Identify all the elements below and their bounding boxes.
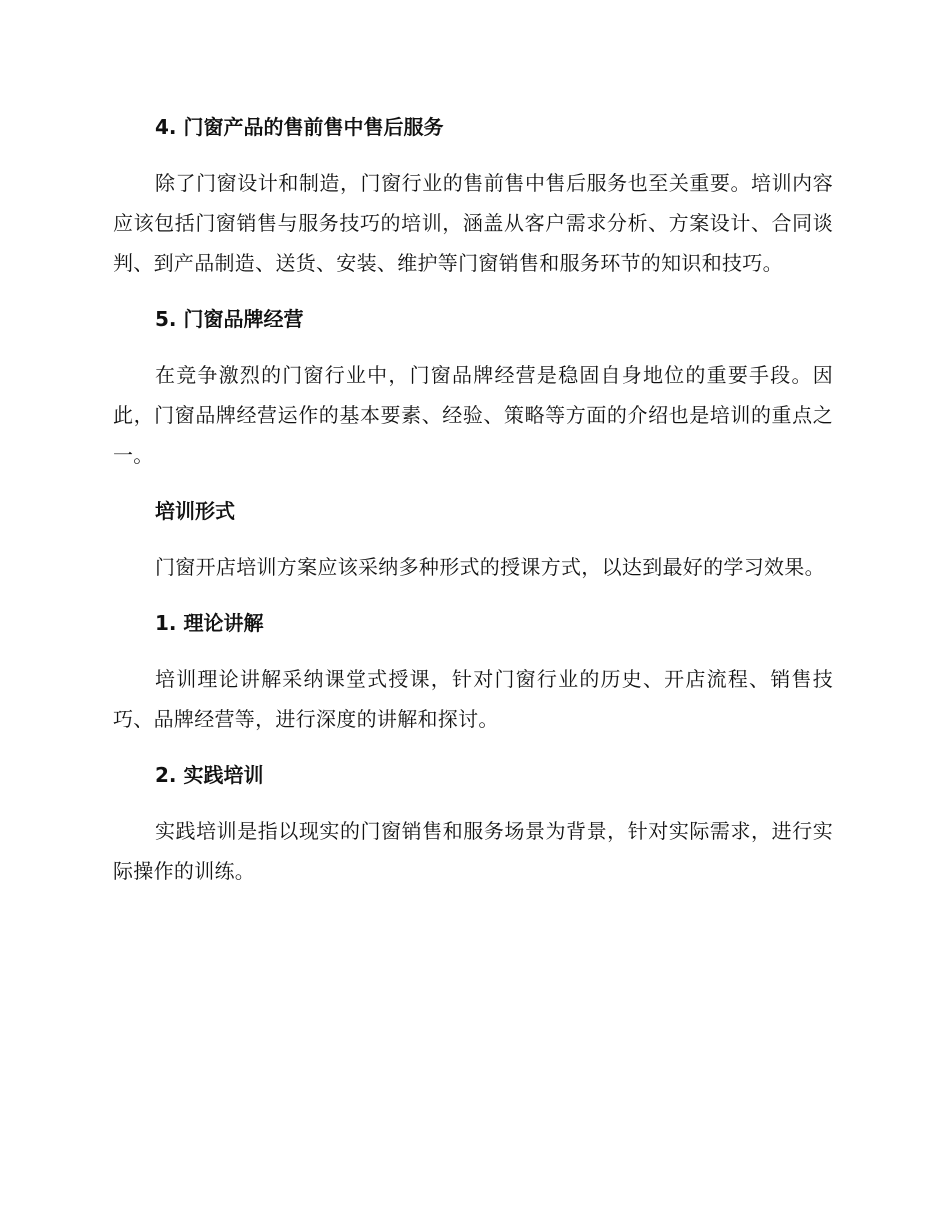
section-heading-practical-training: 2. 实践培训	[155, 763, 264, 787]
paragraph-practical-training: 实践培训是指以现实的门窗销售和服务场景为背景，针对实际需求，进行实际操作的训练。	[113, 819, 833, 883]
paragraph-brand-management: 在竞争激烈的门窗行业中，门窗品牌经营是稳固自身地位的重要手段。因此，门窗品牌经营运作的基本要素、经验、策略等方面的介绍也是培训的重点之一。	[113, 363, 833, 467]
paragraph-after-sales-service: 除了门窗设计和制造，门窗行业的售前售中售后服务也至关重要。培训内容应该包括门窗销售与服务技巧的培训，涵盖从客户需求分析、方案设计、合同谈判、到产品制造、送货、安装、维护等门窗销售和服务环节的知识和技巧。	[113, 171, 833, 275]
section-heading-theory-lecture: 1. 理论讲解	[155, 611, 264, 635]
section-heading-brand-management: 5. 门窗品牌经营	[155, 307, 304, 331]
paragraph-training-format: 门窗开店培训方案应该采纳多种形式的授课方式，以达到最好的学习效果。	[155, 555, 825, 579]
document-body	[113, 108, 833, 891]
paragraph-theory-lecture: 培训理论讲解采纳课堂式授课，针对门窗行业的历史、开店流程、销售技巧、品牌经营等，进行深度的讲解和探讨。	[113, 667, 833, 731]
section-heading-training-format: 培训形式	[155, 499, 235, 523]
section-heading-after-sales-service: 4. 门窗产品的售前售中售后服务	[155, 115, 444, 139]
